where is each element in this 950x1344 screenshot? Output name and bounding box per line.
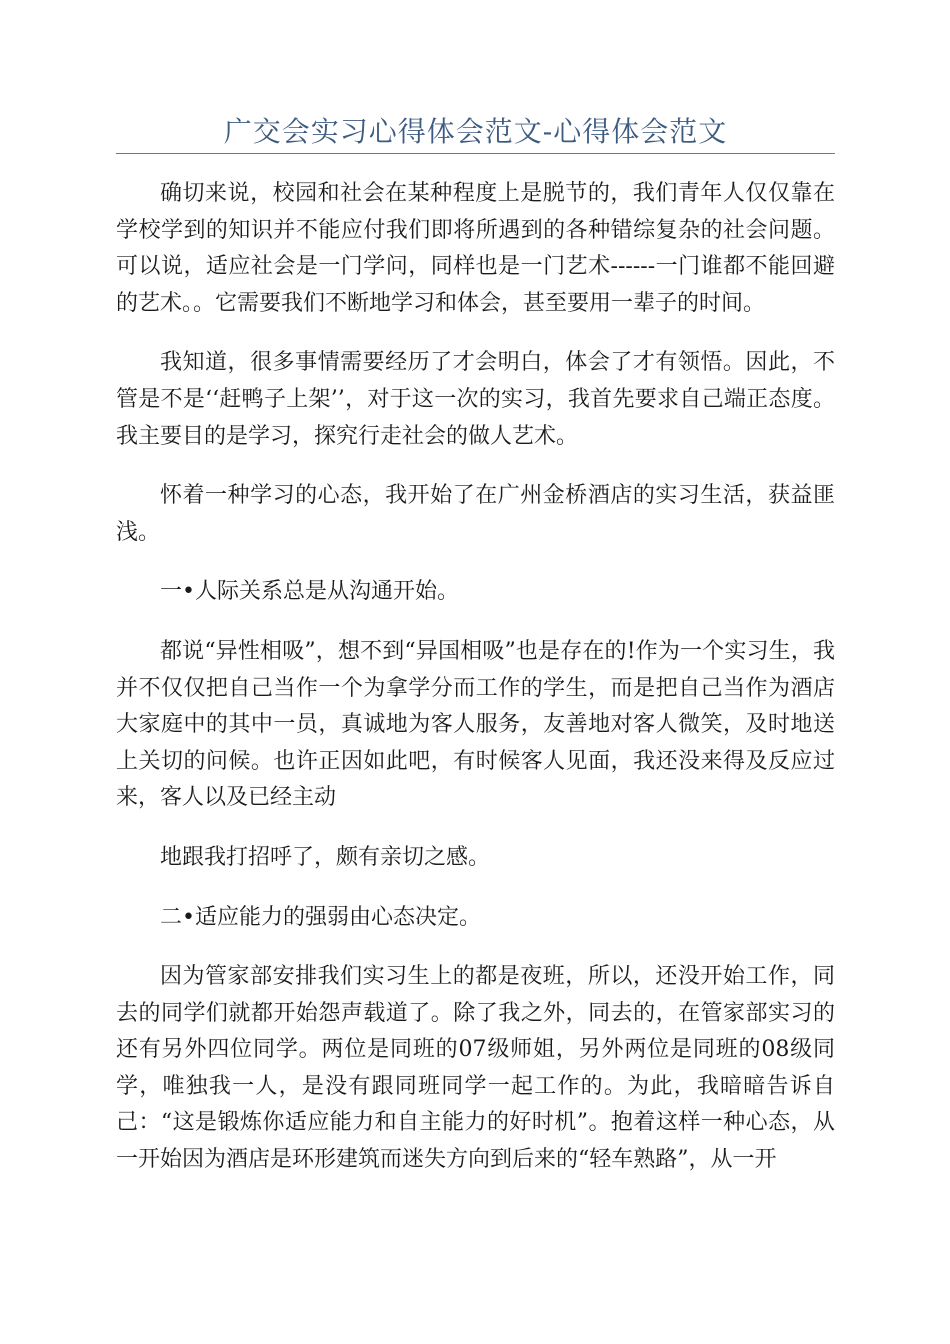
paragraph-1: 确切来说，校园和社会在某种程度上是脱节的，我们青年人仅仅靠在学校学到的知识并不能应付我们即将所遇到的各种错综复杂的社会问题。可以说，适应社会是一门学问，同样也是一门艺术------一门谁都不能回避的艺术。。它需要我们不断地学习和体会，甚至要用一辈子的时间。 xyxy=(116,181,835,316)
paragraph-6: 因为管家部安排我们实习生上的都是夜班，所以，还没开始工作，同去的同学们就都开始怨声载道了。除了我之外，同去的，在管家部实习的还有另外四位同学。两位是同班的07级师姐，另外两位是同班的08级同学，唯独我一人，是没有跟同班同学一起工作的。为此，我暗暗告诉自己：“这是锻炼你适应能力和自主能力的好时机”。抱着这样一种心态，从一开始因为酒店是环形建筑而迷失方向到后来的“轻车熟路”，从一开 xyxy=(116,964,835,1173)
paragraph-5: 地跟我打招呼了，颇有亲切之感。 xyxy=(160,844,491,870)
document-title: 广交会实习心得体会范文-心得体会范文 xyxy=(223,115,728,148)
paragraph-4: 都说“异性相吸”，想不到“异国相吸”也是存在的!作为一个实习生，我并不仅仅把自己当作一个为拿学分而工作的学生，而是把自己当作为酒店大家庭中的其中一员，真诚地为客人服务，友善地对客人微笑，及时地送上关切的问候。也许正因如此吧，有时候客人见面，我还没来得及反应过来，客人以及已经主动 xyxy=(116,638,835,811)
document-body xyxy=(116,176,835,1202)
paragraph-3: 怀着一种学习的心态，我开始了在广州金桥酒店的实习生活，获益匪浅。 xyxy=(116,483,835,545)
section-heading-1: 一•人际关系总是从沟通开始。 xyxy=(160,579,459,605)
paragraph-2: 我知道，很多事情需要经历了才会明白，体会了才有领悟。因此，不管是不是‘‘赶鸭子上架’’，对于这一次的实习，我首先要求自己端正态度。我主要目的是学习，探究行走社会的做人艺术。 xyxy=(116,350,835,449)
section-heading-2: 二•适应能力的强弱由心态决定。 xyxy=(160,904,481,930)
title-underline xyxy=(116,153,835,154)
